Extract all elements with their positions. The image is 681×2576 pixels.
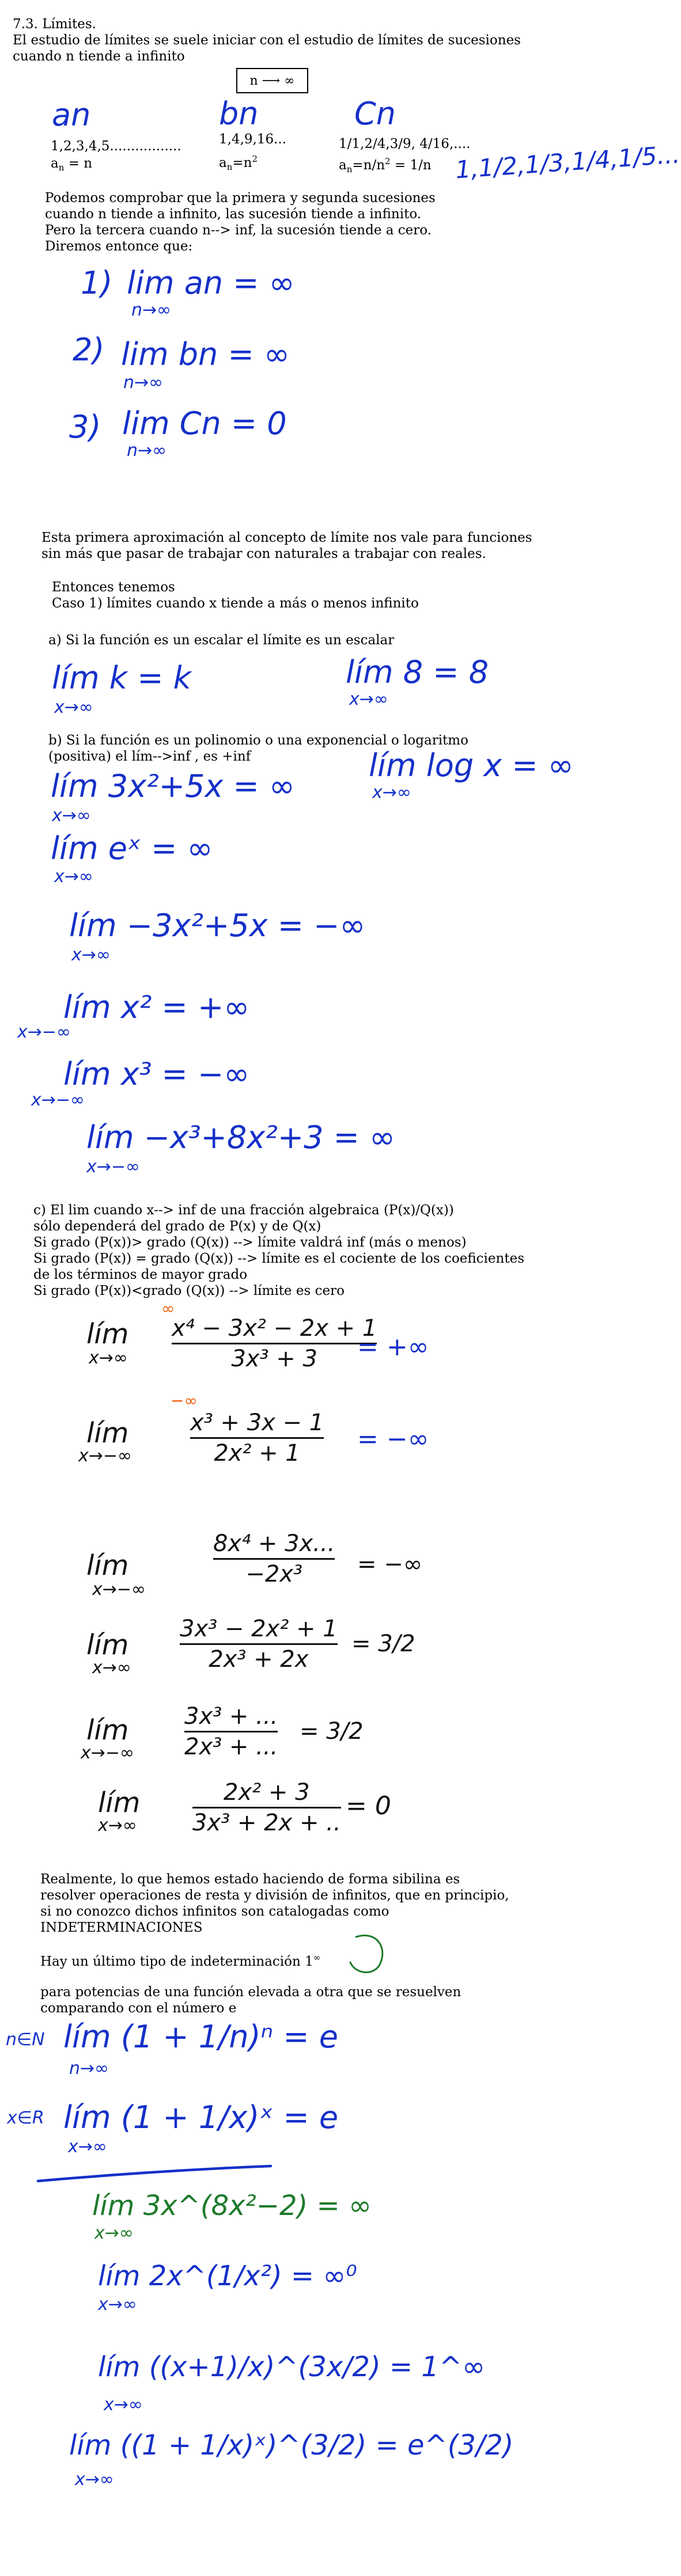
paragraph-line: Diremos entonce que: [45, 239, 193, 254]
sequence-c-formula: $a_n=n/n^2 = 1/n$ [339, 156, 432, 174]
intro-line: cuando n tiende a infinito [13, 49, 185, 64]
sequence-b-formula: $a_n=n^2$ [219, 154, 258, 172]
divider-stroke [35, 2164, 277, 2187]
notes-page: 7.3. Límites. El estudio de límites se suele iniciar con el estudio de límites de sucesiones cuando n tiende a infinito n ⟶ ∞ an bn Cn 1,2,3,4,5................. 1,4,9,16... 1/1,2/4,3/9, 4/16,.... $a_n = n$ $a_n=n^2$ $a_n=n/n^2 = 1/n$ 1,1/2,1/3,1/4,1/5... Podemos comprobar que la primera y segunda sucesiones cuando n tiende a infinito, las sucesión tiende a infinito. Pero la tercera cuando n--> inf, la sucesión tiende a cero. Diremos entonce que: 1) lim an = ∞ n→∞ 2) lim bn = ∞ n→∞ 3) lim Cn = 0 n→∞ Esta primera aproximación al concepto de límite nos vale para funciones sin más que pasar de trabajar con naturales a trabajar con reales. Entonces tenemos Caso 1) límites cuando x tiende a más o menos infinito a) Si la función es un escalar el límite es un escalar lím k = k x→∞ lím 8 = 8 x→∞ b) Si la función es un polinomio o una exponencial o logaritmo (positiva) el lím-->inf , es +inf lím 3x²+5x = ∞ x→∞ lím log x = ∞ x→∞ lím eˣ = ∞ x→∞ lím −3x²+5x = −∞ x→∞ lím x² = +∞ x→−∞ lím x³ = −∞ x→−∞ lím −x³+8x²+3 = ∞ x→−∞ c) El lim cuando x--> inf de una fracción algebraica (P(x)/Q(x)) sólo dependerá del grado de P(x) y de Q(x) Si grado (P(x))> grado (Q(x)) --> límite valdrá inf (más o menos) Si grado (P(x)) = grado (Q(x)) --> límite es el cociente de los coeficientes de los términos de mayor grado Si grado (P(x))<grado (Q(x)) --> límite es cero lím x→∞ ∞ x⁴ − 3x² − 2x + 1 3x³ + 3 = +∞ lím x→−∞ −∞ x³ + 3x − 1 2x² + 1 = −∞ lím x→−∞ 8x⁴ + 3x... −2x³ = −∞ lím x→∞ 3x³ − 2x² + 1 2x³ + 2x = 3/2 lím x→−∞ 3x³ + ... 2x³ + ... = 3/2 lím x→∞ 2x² + 3 3x³ + 2x + .. = 0 Realmente, lo que hemos estado haciendo de forma sibilina es resolver operaciones de resta y división de infinitos, que en principio, si no conozco dichos infinitos son catalogadas como INDETERMINACIONES Hay un último tipo de indeterminación 1∞ para potencias de una función elevada a otra que se resuelven comparando con el número e n∈N lím (1 + 1/n)ⁿ = e n→∞ x∈R lím (1 + 1/x)ˣ = e x→∞ lím 3x^(8x²−2) = ∞ x→∞ lím 2x^(1/x²) = ∞⁰ x→∞ lím ((x+1)/x)^(3x/2) = 1^∞ x→∞ lím ((1 + 1/x)ˣ)^(3/2) = e^(3/2) x→∞ [0, 0, 590, 2576]
sequence-a-terms: 1,2,3,4,5................. [51, 139, 181, 154]
section-title: 7.3. Límites. [13, 17, 96, 32]
boxed-limit-notation [236, 68, 308, 93]
case-a-text: a) Si la función es un escalar el límite es un escalar [48, 633, 395, 648]
paragraph-line: Podemos comprobar que la primera y segunda sucesiones [45, 191, 436, 206]
sequence-b-terms: 1,4,9,16... [219, 132, 287, 147]
intro-line: El estudio de límites se suele iniciar con el estudio de límites de sucesiones [13, 33, 521, 48]
boxed-text: n ⟶ ∞ [249, 73, 295, 88]
paragraph-line: si no conozco dichos infinitos son catalogadas como [40, 1904, 389, 1919]
sequence-c-name: Cn [354, 96, 396, 132]
paragraph-line: para potencias de una función elevada a otra que se resuelven [40, 1985, 461, 2000]
sequence-b-name: bn [219, 96, 259, 132]
paragraph-line: comparando con el número e [40, 2001, 237, 2016]
sequence-c-handwritten-terms: 1,1/2,1/3,1/4,1/5... [454, 140, 681, 184]
case-c-text: sólo dependerá del grado de P(x) y de Q(x) [33, 1219, 321, 1234]
sequence-c-terms: 1/1,2/4,3/9, 4/16,.... [339, 136, 471, 151]
circle-mark-icon [345, 1932, 391, 1978]
case-c-text: de los términos de mayor grado [33, 1267, 248, 1282]
paragraph-line: Pero la tercera cuando n--> inf, la sucesión tiende a cero. [45, 223, 432, 238]
paragraph-line: INDETERMINACIONES [40, 1920, 203, 1935]
paragraph-line: Esta primera aproximación al concepto de límite nos vale para funciones [41, 530, 532, 545]
sequence-a-name: an [52, 97, 91, 133]
paragraph-line: sin más que pasar de trabajar con naturales a trabajar con reales. [41, 546, 486, 561]
sequence-a-formula: $a_n = n$ [51, 156, 93, 173]
paragraph-line: cuando n tiende a infinito, las sucesión tiende a infinito. [45, 207, 422, 222]
cases-intro: Entonces tenemos [52, 580, 175, 595]
paragraph-line: Realmente, lo que hemos estado haciendo de forma sibilina es [40, 1872, 460, 1887]
case-b-text: b) Si la función es un polinomio o una exponencial o logaritmo [48, 733, 468, 748]
case-1-heading: Caso 1) límites cuando x tiende a más o menos infinito [52, 596, 419, 611]
indeterminacy-line: Hay un último tipo de indeterminación 1∞ [40, 1952, 321, 1969]
case-c-text: c) El lim cuando x--> inf de una fracción algebraica (P(x)/Q(x)) [33, 1203, 454, 1218]
paragraph-line: resolver operaciones de resta y división de infinitos, que en principio, [40, 1888, 509, 1903]
case-b-text: (positiva) el lím-->inf , es +inf [48, 749, 251, 764]
case-c-text: Si grado (P(x)) = grado (Q(x)) --> límite es el cociente de los coeficientes [33, 1251, 524, 1266]
case-c-text: Si grado (P(x))<grado (Q(x)) --> límite es cero [33, 1283, 345, 1298]
case-c-text: Si grado (P(x))> grado (Q(x)) --> límite valdrá inf (más o menos) [33, 1235, 467, 1250]
